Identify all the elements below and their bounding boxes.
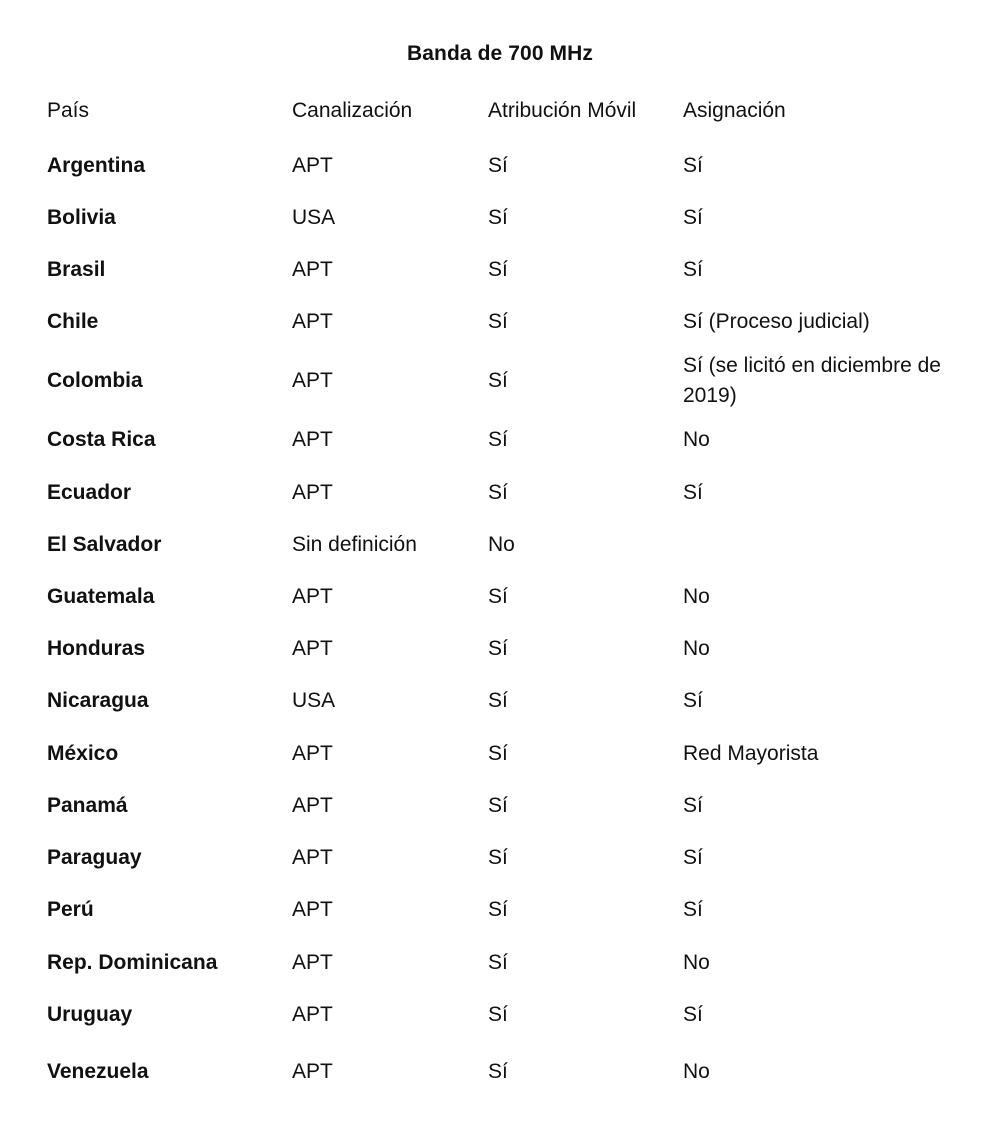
row-atribucion-movil: Sí — [488, 742, 508, 765]
row-canalizacion: APT — [292, 1060, 333, 1083]
row-canalizacion: APT — [292, 481, 333, 504]
table-row — [0, 151, 1000, 181]
row-atribucion-movil: Sí — [488, 481, 508, 504]
row-canalizacion: APT — [292, 846, 333, 869]
table-row — [0, 634, 1000, 664]
table-title: Banda de 700 MHz — [407, 42, 593, 65]
row-atribucion-movil: Sí — [488, 951, 508, 974]
row-atribucion-movil: Sí — [488, 428, 508, 451]
table-row — [0, 255, 1000, 285]
row-asignacion: Red Mayorista — [683, 742, 819, 765]
row-pais: Honduras — [47, 637, 146, 660]
row-pais: México — [47, 742, 119, 765]
row-canalizacion: APT — [292, 428, 333, 451]
table-row — [0, 1000, 1000, 1030]
row-atribucion-movil: Sí — [488, 206, 508, 229]
row-pais: Panamá — [47, 794, 128, 817]
table-row — [0, 478, 1000, 508]
row-canalizacion: USA — [292, 689, 336, 712]
row-atribucion-movil: Sí — [488, 154, 508, 177]
table-row — [0, 530, 1000, 560]
row-atribucion-movil: Sí — [488, 1003, 508, 1026]
row-canalizacion: APT — [292, 585, 333, 608]
row-asignacion: No — [683, 951, 710, 974]
row-canalizacion: APT — [292, 742, 333, 765]
row-atribucion-movil: Sí — [488, 898, 508, 921]
row-asignacion: Sí — [683, 206, 703, 229]
row-pais: Rep. Dominicana — [47, 951, 218, 974]
row-pais: Colombia — [47, 369, 143, 392]
row-atribucion-movil: Sí — [488, 258, 508, 281]
row-canalizacion: Sin definición — [292, 533, 417, 556]
row-atribucion-movil: Sí — [488, 794, 508, 817]
header-pais: País — [47, 99, 90, 122]
row-canalizacion: APT — [292, 1003, 333, 1026]
row-pais: Bolivia — [47, 206, 116, 229]
row-canalizacion: APT — [292, 369, 333, 392]
row-atribucion-movil: Sí — [488, 846, 508, 869]
row-asignacion: Sí (Proceso judicial) — [683, 310, 870, 333]
row-canalizacion: APT — [292, 154, 333, 177]
row-canalizacion: APT — [292, 951, 333, 974]
row-canalizacion: APT — [292, 637, 333, 660]
row-canalizacion: APT — [292, 794, 333, 817]
row-asignacion: Sí — [683, 794, 703, 817]
row-asignacion: No — [683, 428, 710, 451]
row-canalizacion: APT — [292, 258, 333, 281]
row-asignacion: Sí — [683, 258, 703, 281]
row-canalizacion: USA — [292, 206, 336, 229]
row-pais: Uruguay — [47, 1003, 133, 1026]
table-row — [0, 686, 1000, 716]
table-row — [0, 791, 1000, 821]
table-row — [0, 307, 1000, 337]
table-header-row — [0, 96, 1000, 126]
row-asignacion: Sí — [683, 846, 703, 869]
row-canalizacion: APT — [292, 310, 333, 333]
table-row — [0, 948, 1000, 978]
table-row — [0, 895, 1000, 925]
table-row — [0, 1057, 1000, 1087]
row-atribucion-movil: Sí — [488, 585, 508, 608]
row-pais: Venezuela — [47, 1060, 149, 1083]
row-pais: Nicaragua — [47, 689, 149, 712]
table-row — [0, 843, 1000, 873]
row-pais: El Salvador — [47, 533, 162, 556]
row-pais: Paraguay — [47, 846, 142, 869]
row-asignacion: Sí — [683, 689, 703, 712]
table-row — [0, 739, 1000, 769]
row-asignacion: Sí — [683, 898, 703, 921]
row-atribucion-movil: Sí — [488, 637, 508, 660]
row-atribucion-movil: No — [488, 533, 515, 556]
row-asignacion: No — [683, 637, 710, 660]
row-pais: Costa Rica — [47, 428, 156, 451]
row-atribucion-movil: Sí — [488, 689, 508, 712]
table-row — [0, 582, 1000, 612]
row-asignacion: No — [683, 585, 710, 608]
table-row — [0, 351, 1000, 411]
row-atribucion-movil: Sí — [488, 1060, 508, 1083]
header-canalizacion: Canalización — [292, 99, 413, 122]
table-row — [0, 203, 1000, 233]
row-asignacion: Sí — [683, 1003, 703, 1026]
row-pais: Perú — [47, 898, 94, 921]
row-pais: Guatemala — [47, 585, 155, 608]
row-asignacion: Sí — [683, 154, 703, 177]
row-pais: Ecuador — [47, 481, 132, 504]
row-asignacion: No — [683, 1060, 710, 1083]
table-row — [0, 425, 1000, 455]
header-atribucion-movil: Atribución Móvil — [488, 99, 637, 122]
row-atribucion-movil: Sí — [488, 310, 508, 333]
row-atribucion-movil: Sí — [488, 369, 508, 392]
row-asignacion: Sí — [683, 481, 703, 504]
row-pais: Chile — [47, 310, 99, 333]
header-asignacion: Asignación — [683, 99, 786, 122]
row-pais: Argentina — [47, 154, 146, 177]
row-canalizacion: APT — [292, 898, 333, 921]
row-pais: Brasil — [47, 258, 106, 281]
row-asignacion: Sí (se licitó en diciembre de 2019) — [683, 354, 941, 407]
